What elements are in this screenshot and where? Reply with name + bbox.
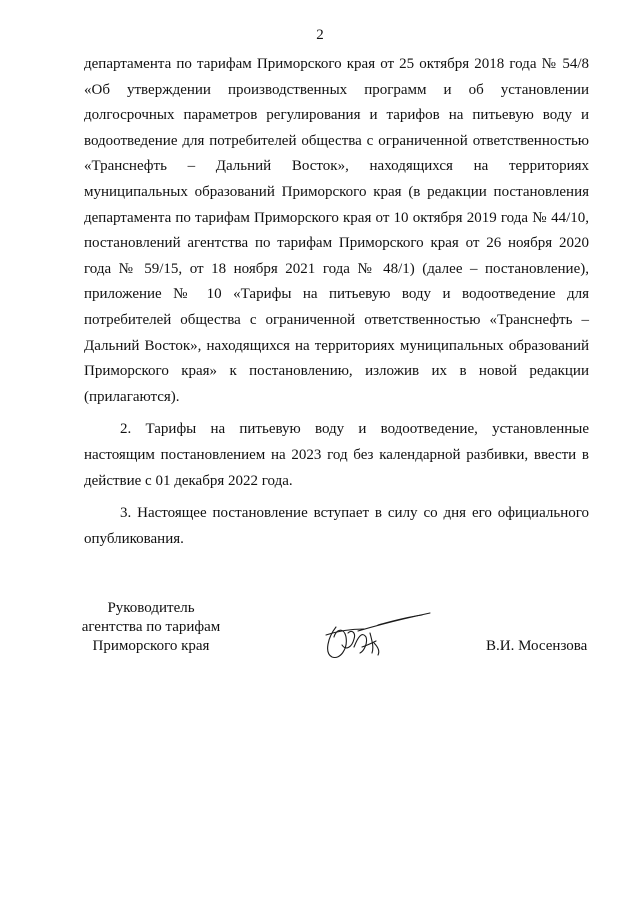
paragraph-item-3: 3. Настоящее постановление вступает в силу со дня его официального опубликования.	[84, 505, 589, 547]
document-body	[84, 52, 589, 552]
signatory-position-line-3: Приморского края	[92, 638, 210, 654]
signatory-position-line-1: Руководитель	[107, 600, 195, 616]
signatory-name: В.И. Мосензова	[486, 638, 588, 654]
page-number: 2	[316, 27, 324, 43]
paragraph-continuation: департамента по тарифам Приморского края от 25 октября 2018 года № 54/8 «Об утверждении производственных программ и об установлении долгосрочных параметров регулирования и тарифов на питьевую воду и водоотведение для потребителей общества с ограниченной ответственностью «Транснефть – Дальний Восток», находящихся на территориях муниципальных образований Приморского края (в редакции постановления департамента по тарифам Приморского края от 10 октября 2019 года № 44/10, постановлений агентства по тарифам Приморского края от 26 ноября 2020 года № 59/15, от 18 ноября 2021 года № 48/1) (далее – постановление), приложение № 10 «Тарифы на питьевую воду и водоотведение для потребителей общества с ограниченной ответственностью «Транснефть – Дальний Восток», находящихся на территориях муниципальных образований Приморского края» к постановлению, изложив их в новой редакции (прилагаются).	[84, 56, 589, 405]
paragraph-item-2: 2. Тарифы на питьевую воду и водоотведение, установленные настоящим постановлением на 2023 год без календарной разбивки, ввести в действие с 01 декабря 2022 года.	[84, 421, 589, 489]
signatory-position-line-2: агентства по тарифам	[81, 619, 221, 635]
signatory-position	[80, 599, 222, 656]
handwritten-signature-icon	[318, 607, 436, 667]
